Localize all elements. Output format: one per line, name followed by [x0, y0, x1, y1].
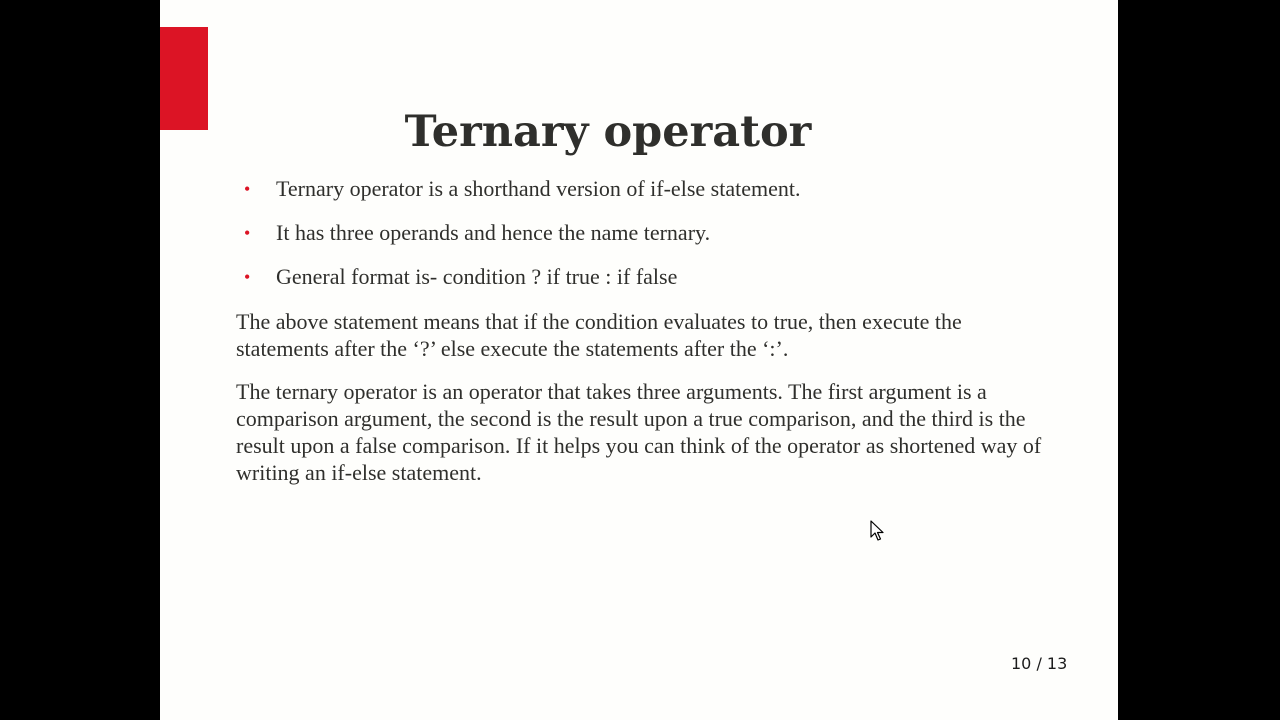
presentation-slide — [160, 0, 1118, 720]
bullet-list — [236, 172, 1056, 304]
mouse-pointer-icon — [870, 520, 884, 542]
bullet-text: Ternary operator is a shorthand version of if-else statement. — [276, 176, 801, 201]
bullet-text: General format is- condition ? if true : if false — [276, 264, 678, 289]
bullet-item — [236, 216, 1056, 260]
slide-title: Ternary operator — [404, 107, 812, 157]
bullet-marker-icon: • — [244, 267, 251, 287]
description-paragraph: The ternary operator is an operator that takes three arguments. The first argument is a comparison argument, the second is the result upon a true comparison, and the third is the result upon a false comparison. If it helps you can think of the operator as shortened way of writing an if-else statement. — [236, 379, 1042, 485]
bullet-item — [236, 172, 1056, 216]
explanation-paragraph: The above statement means that if the condition evaluates to true, then execute the statements after the ‘?’ else execute the statements after the ‘:’. — [236, 309, 962, 361]
bullet-item — [236, 260, 1056, 304]
page-indicator: 10 / 13 — [1011, 654, 1068, 673]
bullet-text: It has three operands and hence the name ternary. — [276, 220, 711, 245]
bullet-marker-icon: • — [244, 179, 251, 199]
bullet-marker-icon: • — [244, 223, 251, 243]
